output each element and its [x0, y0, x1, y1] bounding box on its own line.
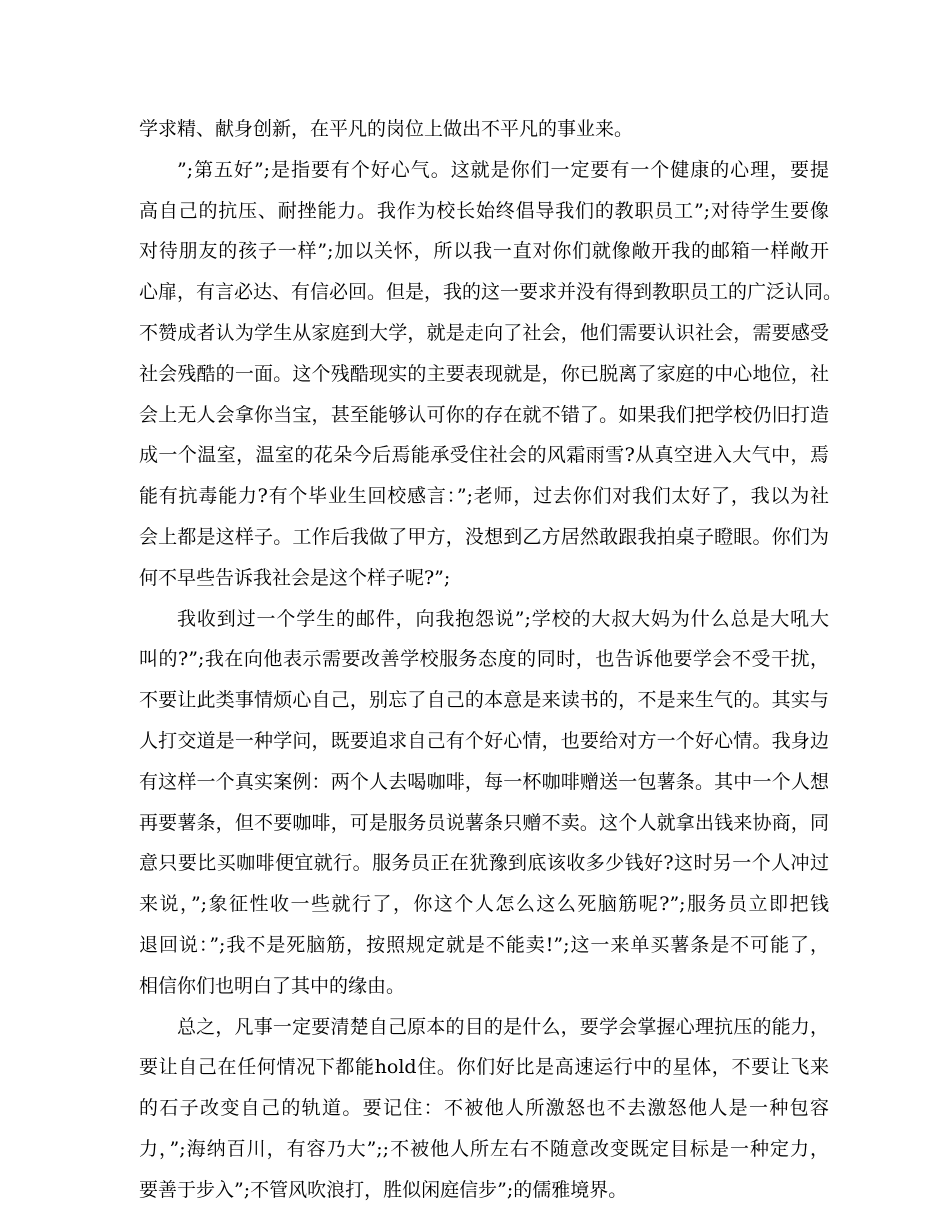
text-line: 成一个温室，温室的花朵今后焉能承受住社会的风霜雨雪?从真空进入大气中，焉 [139, 444, 829, 467]
text-line: 总之，凡事一定要清楚自己原本的目的是什么，要学会掌握心理抗压的能力， [177, 1015, 829, 1038]
text-line: 力，”;海纳百川，有容乃大”;;不被他人所左右不随意改变既定目标是一种定力， [139, 1138, 829, 1160]
text-line: 会上无人会拿你当宝，甚至能够认可你的存在就不错了。如果我们把学校仍旧打造 [139, 403, 829, 426]
text-line: 有这样一个真实案例：两个人去喝咖啡，每一杯咖啡赠送一包薯条。其中一个人想 [139, 770, 829, 793]
text-line: 的石子改变自己的轨道。要记住：不被他人所激怒也不去激怒他人是一种包容 [139, 1097, 829, 1120]
text-line: 高自己的抗压、耐挫能力。我作为校长始终倡导我们的教职员工”;对待学生要像 [139, 199, 829, 222]
text-line: 心扉，有言必达、有信必回。但是，我的这一要求并没有得到教职员工的广泛认同。 [139, 281, 843, 304]
text-line: 退回说：”;我不是死脑筋，按照规定就是不能卖!”;这一来单买薯条是不可能了， [139, 934, 829, 956]
text-line: 相信你们也明白了其中的缘由。 [139, 974, 406, 997]
text-line: 叫的?”;我在向他表示需要改善学校服务态度的同时，也告诉他要学会不受干扰， [139, 648, 829, 671]
text-line: 来说，”;象征性收一些就行了，你这个人怎么这么死脑筋呢?”;服务员立即把钱 [139, 893, 829, 916]
text-line: 对待朋友的孩子一样”;加以关怀，所以我一直对你们就像敞开我的邮箱一样敞开 [139, 240, 829, 263]
text-line: 再要薯条，但不要咖啡，可是服务员说薯条只赠不卖。这个人就拿出钱来协商，同 [139, 811, 829, 834]
text-line: 能有抗毒能力?有个毕业生回校感言：”;老师，过去你们对我们太好了，我以为社 [139, 485, 829, 508]
text-line: 会上都是这样子。工作后我做了甲方，没想到乙方居然敢跟我拍桌子瞪眼。你们为 [139, 526, 829, 548]
text-line: 不要让此类事情烦心自己，别忘了自己的本意是来读书的，不是来生气的。其实与 [139, 689, 829, 712]
text-line: 何不早些告诉我社会是这个样子呢?”; [139, 566, 451, 589]
text-line: 意只要比买咖啡便宜就行。服务员正在犹豫到底该收多少钱好?这时另一个人冲过 [139, 852, 829, 875]
text-line: 要让自己在任何情况下都能hold住。你们好比是高速运行中的星体，不要让飞来 [139, 1056, 829, 1079]
text-line: 学求精、献身创新，在平凡的岗位上做出不平凡的事业来。 [139, 118, 634, 140]
text-line: ”;第五好”;是指要有个好心气。这就是你们一定要有一个健康的心理，要提 [177, 158, 829, 181]
text-line: 人打交道是一种学问，既要追求自己有个好心情，也要给对方一个好心情。我身边 [139, 730, 829, 752]
text-line: 不赞成者认为学生从家庭到大学，就是走向了社会，他们需要认识社会，需要感受 [139, 322, 829, 344]
text-line: 我收到过一个学生的邮件，向我抱怨说”;学校的大叔大妈为什么总是大吼大 [177, 607, 829, 630]
text-line: 要善于步入”;不管风吹浪打，胜似闲庭信步”;的儒雅境界。 [139, 1178, 628, 1201]
text-line: 社会残酷的一面。这个残酷现实的主要表现就是，你已脱离了家庭的中心地位，社 [139, 362, 829, 385]
